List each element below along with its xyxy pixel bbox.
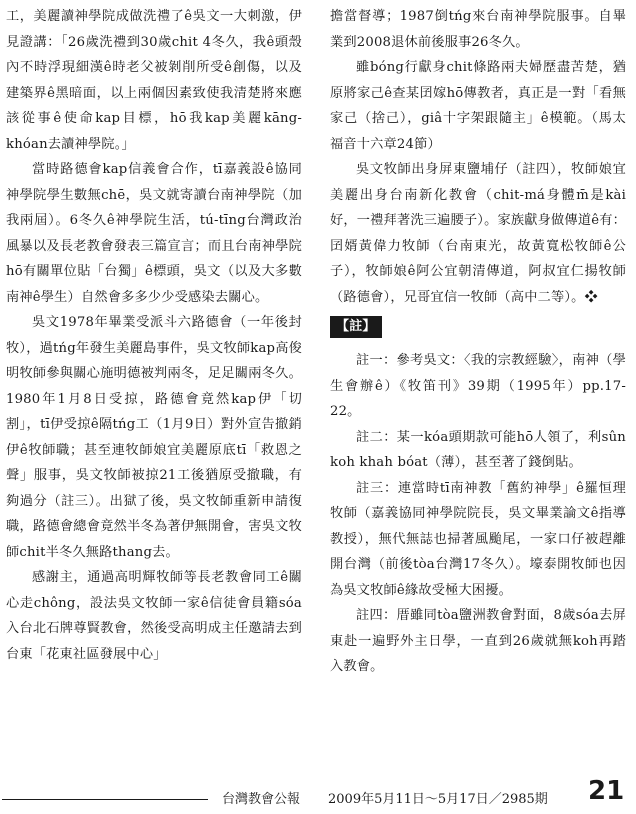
issue-date: 2009年5月11日～5月17日／2985期 (328, 792, 548, 807)
article-right-column (330, 4, 626, 680)
publication-name: 台灣教會公報 (222, 792, 301, 807)
footnote-3: 註三：連當時tī南神教「舊約神學」ê羅恒理牧師（嘉義協同神學院院長，吳文畢業論文ê指導教授），無代無誌也掃著風颱尾，一家口仔被趕離開台灣（前後tòa台灣17冬久）。壕泰開牧師也因為吳文牧師ê緣故受極大困擾。 (330, 480, 626, 598)
paragraph: 吳文牧師出身屏東鹽埔仔（註四），牧師娘宜美麗出身台南新化教會（chit-má身體m̄是kài好，一禮拜著洗三遍腰子）。家族獻身做傳道ê有：囝婿黃偉力牧師（台南東光，故黃寬松牧師ê公子），牧師娘ê阿公宜朝清傳道，阿叔宜仁揚牧師（路德會），兄哥宜信一牧師（高中二等）。❖ (330, 162, 626, 305)
paragraph: 吳文1978年畢業受派斗六路德會（一年後封牧），過tńg年發生美麗島事件，吳文牧師kap高俊明牧師參與關心施明德被判兩冬，足足關兩冬久。1980年1月8日受掠，路德會竟然kap伊「切割」，tī伊受掠ê隔tńg工（1月9日）對外宣告撤銷伊ê牧師職；甚至連牧師娘宜美麗原底tī「救恩之聲」服事，吳文牧師被掠21工後猶原受撤職，有夠過分（註三）。出獄了後，吳文牧師重新申請復職，路德會總會竟然半冬為著伊無開會，害吳文牧師chit半冬久無路thang去。 (6, 315, 302, 560)
footnote-4: 註四：厝雖同tòa鹽洲教會對面，8歲sóa去屏東赴一遍野外主日學，一直到26歲就無koh再踏入教會。 (330, 608, 626, 674)
footnote-1: 註一：參考吳文：〈我的宗教經驗〉，南神（學生會辦ê）《牧笛刊》39期（1995年）pp.17-22。 (330, 353, 626, 419)
paragraph: 工，美麗讀神學院成做洗禮了ê吳文一大刺激，伊見證講：「26歲洗禮到30歲chit 4冬久，我ê頭殼內不時浮現細漢ê時老父被剝削所受ê創傷，以及建築界ê黑暗面，以上兩個因素致使我清楚將來應該從事ê使命kap目標，hō我kap美麗kāng-khóan去讀神學院。」 (6, 9, 302, 152)
article-left-column (6, 4, 302, 667)
footer-divider (2, 799, 208, 800)
page-footer (0, 776, 636, 812)
paragraph: 雖bóng行獻身chit條路兩夫婦歷盡苦楚，猶原將家己ê查某囝嫁hō傳教者，真正是一對「看無家己（捨己），giâ十字架跟隨主」ê模範。（馬太福音十六章24節） (330, 60, 626, 152)
paragraph: 當時路德會kap信義會合作，tī嘉義設ê協同神學院學生數無chē，吳文就寄讀台南神學院（加我兩屆）。6冬久ê神學院生活，tú-tīng台灣政治風暴以及長老教會發表三篇宣言；而且台南神學院hō有關單位貼「台獨」ê標頭，吳文（以及大多數南神ê學生）自然會多多少少受感染去關心。 (6, 162, 302, 305)
footnote-2: 註二：某一kóa頭期款可能hō人領了，利sûn koh khah bóat（薄），甚至著了錢倒貼。 (330, 429, 626, 470)
paragraph: 擔當督導；1987倒tńg來台南神學院服事。自畢業到2008退休前後服事26冬久。 (330, 9, 626, 50)
page-number: 21 (588, 776, 625, 806)
paragraph: 感謝主，通過高明輝牧師等長老教會同工ê關心走chông，設法吳文牧師一家ê信徒會員籍sóa入台北石牌尊賢教會，然後受高明成主任邀請去到台東「花東社區發展中心」 (6, 570, 302, 662)
notes-heading: 【註】 (330, 316, 382, 338)
